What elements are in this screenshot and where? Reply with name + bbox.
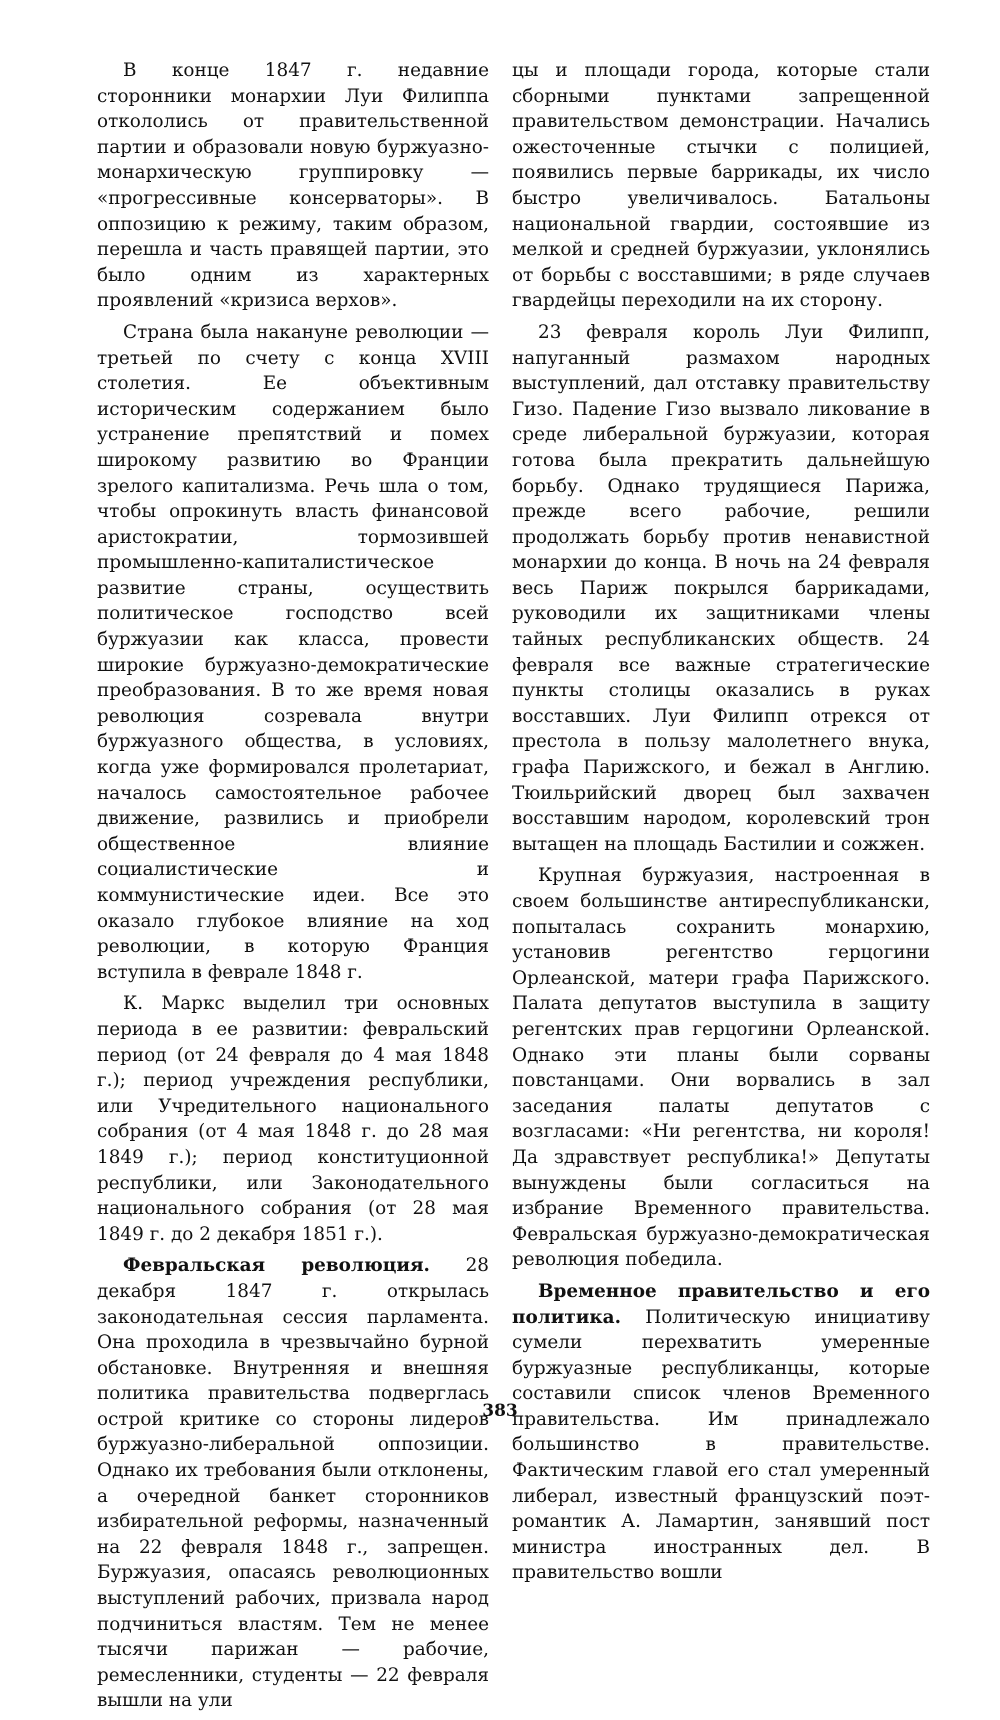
section-heading: Февральская революция. — [123, 1255, 430, 1277]
paragraph: К. Маркс выделил три основных периода в ее развитии: февральский период (от 24 февраля до 4 мая 1848 г.); период учреждения республики, или Учредительного национального собрания (от 4 мая 1848 г. до 28 мая 1849 г.); период конституционной республики, или Законодательного национального собрания (от 28 мая 1849 г. до 2 декабря 1851 г.). — [97, 993, 489, 1245]
paragraph — [97, 1253, 489, 1714]
paragraph-text: Политическую инициативу сумели перехватить умеренные буржуазные республиканцы, которые составили список членов Временного правительства. Им принадлежало большинство в правительстве. Фактическим главой его стал умеренный либерал, известный французский поэт-романтик А. Ламартин, занявший пост министра иностранных дел. В правительство вошли — [512, 1306, 930, 1584]
paragraph: В конце 1847 г. недавние сторонники монархии Луи Филиппа откололись от правительственной партии и образовали новую буржуазно-монархическую группировку — «прогрессивные консерваторы». В оппозицию к режиму, таким образом, перешла и часть правящей партии, это было одним из характерных проявлений «кризиса верхов». — [97, 60, 489, 312]
paragraph — [512, 1279, 930, 1586]
page-number: 383 — [482, 1401, 518, 1421]
section-heading: Временное правительство и его политика. — [512, 1280, 930, 1328]
left-column — [97, 58, 489, 1720]
paragraph: 23 февраля король Луи Филипп, напуганный размахом народных выступлений, дал отставку правительству Гизо. Падение Гизо вызвало ликование в среде либеральной буржуазии, которая готова была прекратить дальнейшую борьбу. Однако трудящиеся Парижа, прежде всего рабочие, решили продолжать борьбу против ненавистной монархии до конца. В ночь на 24 февраля весь Париж покрылся баррикадами, руководили их защитниками члены тайных республиканских обществ. 24 февраля все важные стратегические пункты столицы оказались в руках восставших. Луи Филипп отрекся от престола в пользу малолетнего внука, графа Парижского, и бежал в Англию. Тюильрийский дворец был захвачен восставшим народом, королевский трон вытащен на площадь Бастилии и сожжен. — [512, 321, 930, 855]
paragraph: цы и площади города, которые стали сборными пунктами запрещенной правительством демонстрации. Начались ожесточенные стычки с полицией, появились первые баррикады, их число быстро увеличивалось. Батальоны национальной гвардии, состоявшие из мелкой и средней буржуазии, уклонялись от борьбы с восставшими; в ряде случаев гвардейцы переходили на их сторону. — [512, 60, 930, 312]
right-column — [512, 58, 930, 1592]
paragraph: Страна была накануне революции — третьей по счету с конца XVIII столетия. Ее объективным историческим содержанием было устранение препятствий и помех широкому развитию во Франции зрелого капитализма. Речь шла о том, чтобы опрокинуть власть финансовой аристократии, тормозившей промышленно-капиталистическое развитие страны, осуществить политическое господство всей буржуазии как класса, провести широкие буржуазно-демократические преобразования. В то же время новая революция созревала внутри буржуазного общества, в условиях, когда уже формировался пролетариат, началось самостоятельное рабочее движение, развились и приобрели общественное влияние социалистические и коммунистические идеи. Все это оказало глубокое влияние на ход революции, в которую Франция вступила в феврале 1848 г. — [97, 321, 489, 983]
paragraph: Крупная буржуазия, настроенная в своем большинстве антиреспубликански, попыталась сохранить монархию, установив регентство герцогини Орлеанской, матери графа Парижского. Палата депутатов выступила в защиту регентских прав герцогини Орлеанской. Однако эти планы были сорваны повстанцами. Они ворвались в зал заседания палаты депутатов с возгласами: «Ни регентства, ни короля! Да здравствует республика!» Депутаты вынуждены были согласиться на избрание Временного правительства. Февральская буржуазно-демократическая революция победила. — [512, 865, 930, 1271]
paragraph-text: 28 декабря 1847 г. открылась законодательная сессия парламента. Она проходила в чрезвычайно бурной обстановке. Внутренняя и внешняя политика правительства подверглась острой критике со стороны лидеров буржуазно-либеральной оппозиции. Однако их требования были отклонены, а очередной банкет сторонников избирательной реформы, назначенный на 22 февраля 1848 г., запрещен. Буржуазия, опасаясь революционных выступлений рабочих, призвала народ подчиниться властям. Тем не менее тысячи парижан — рабочие, ремесленники, студенты — 22 февраля вышли на ули — [97, 1255, 489, 1712]
